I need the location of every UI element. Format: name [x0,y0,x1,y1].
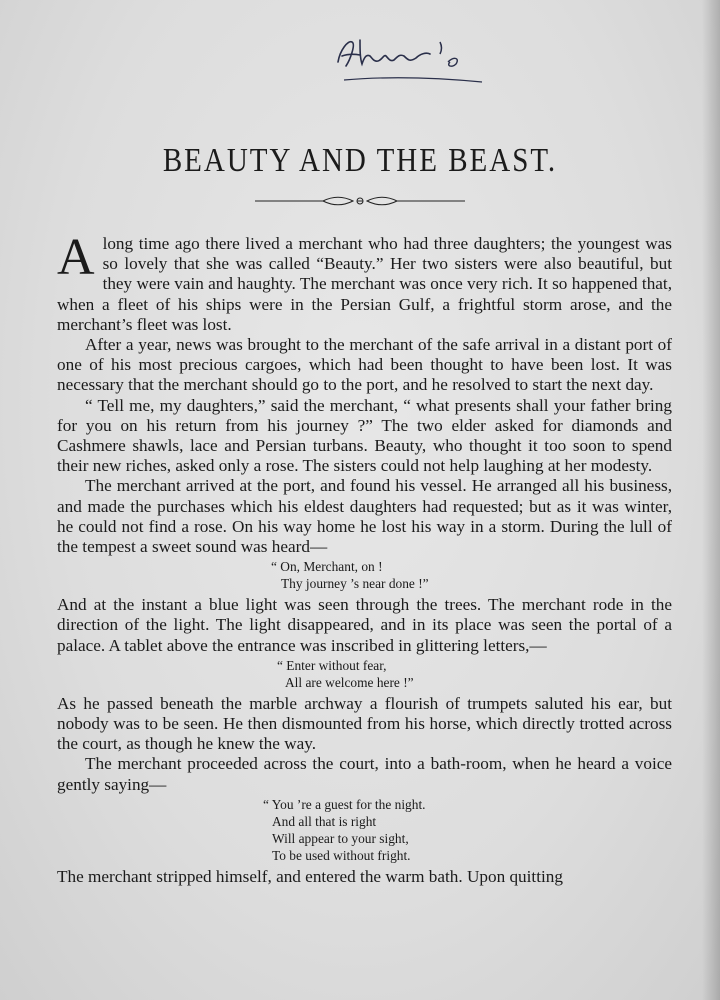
verse-merchant-on [57,558,672,592]
verse-line: And all that is right [272,813,377,829]
story-body [57,229,672,887]
paragraph-4: The merchant arrived at the port, and found his vessel. He arranged all his business, and made the purchases which his eldest daughters had requested; but as it was winter, he could not find a rose. On his way home he lost his way in a storm. During the lull of the tempest a sweet sound was heard— [57,476,672,557]
verse-line: “ Enter without fear, [277,657,387,673]
verse-line: “ You ’re a guest for the night. [263,796,426,812]
verse-line: Will appear to your sight, [272,830,409,846]
paragraph-2: After a year, news was brought to the merchant of the safe arrival in a distant port of one of his most precious cargoes, which had been thought to have been lost. It was necessary that the merchant should go to the port, and he resolved to start the next day. [57,335,672,395]
paragraph-7: The merchant proceeded across the court, into a bath-room, when he heard a voice gently saying— [57,754,672,794]
handwritten-signature [330,28,500,88]
paragraph-1 [57,229,672,335]
verse-line: All are welcome here !” [285,674,414,690]
drop-cap: A [57,229,95,286]
verse-line: Thy journey ’s near done !” [281,576,429,592]
ornament-divider [253,194,467,208]
paragraph-5: And at the instant a blue light was seen through the trees. The merchant rode in the direction of the light. The light disappeared, and in its place was seen the portal of a palace. A tablet above the entrance was inscribed in glittering letters,— [57,595,672,655]
verse-line: To be used without fright. [272,847,411,863]
paragraph-6: As he passed beneath the marble archway a flourish of trumpets saluted his ear, but nobody was to be seen. He then dismounted from his horse, which directly trotted across the court, as though he knew the way. [57,693,672,754]
page-title: BEAUTY AND THE BEAST. [162,142,558,179]
paragraph-8: The merchant stripped himself, and entered the warm bath. Upon quitting [57,866,563,886]
verse-enter-without-fear [57,657,672,691]
paragraph-1-text: long time ago there lived a merchant who had three daughters; the youngest was so lovely that she was called “Beauty.” Her two sisters were also beautiful, but they were vain and haughty. The merchant was once very rich. It so happened that, when a fleet of his ships were in the Persian Gulf, a frightful storm arose, and the merchant’s fleet was lost. [57,234,672,334]
verse-guest-for-night [57,796,672,864]
verse-line: “ On, Merchant, on ! [271,559,383,575]
paragraph-3: “ Tell me, my daughters,” said the merchant, “ what presents shall your father bring for you on his return from his journey ?” The two elder asked for diamonds and Cashmere shawls, lace and Persian turbans. Beauty, who thought it too soon to spend their new riches, asked only a rose. The sisters could not help laughing at her modesty. [57,395,672,476]
